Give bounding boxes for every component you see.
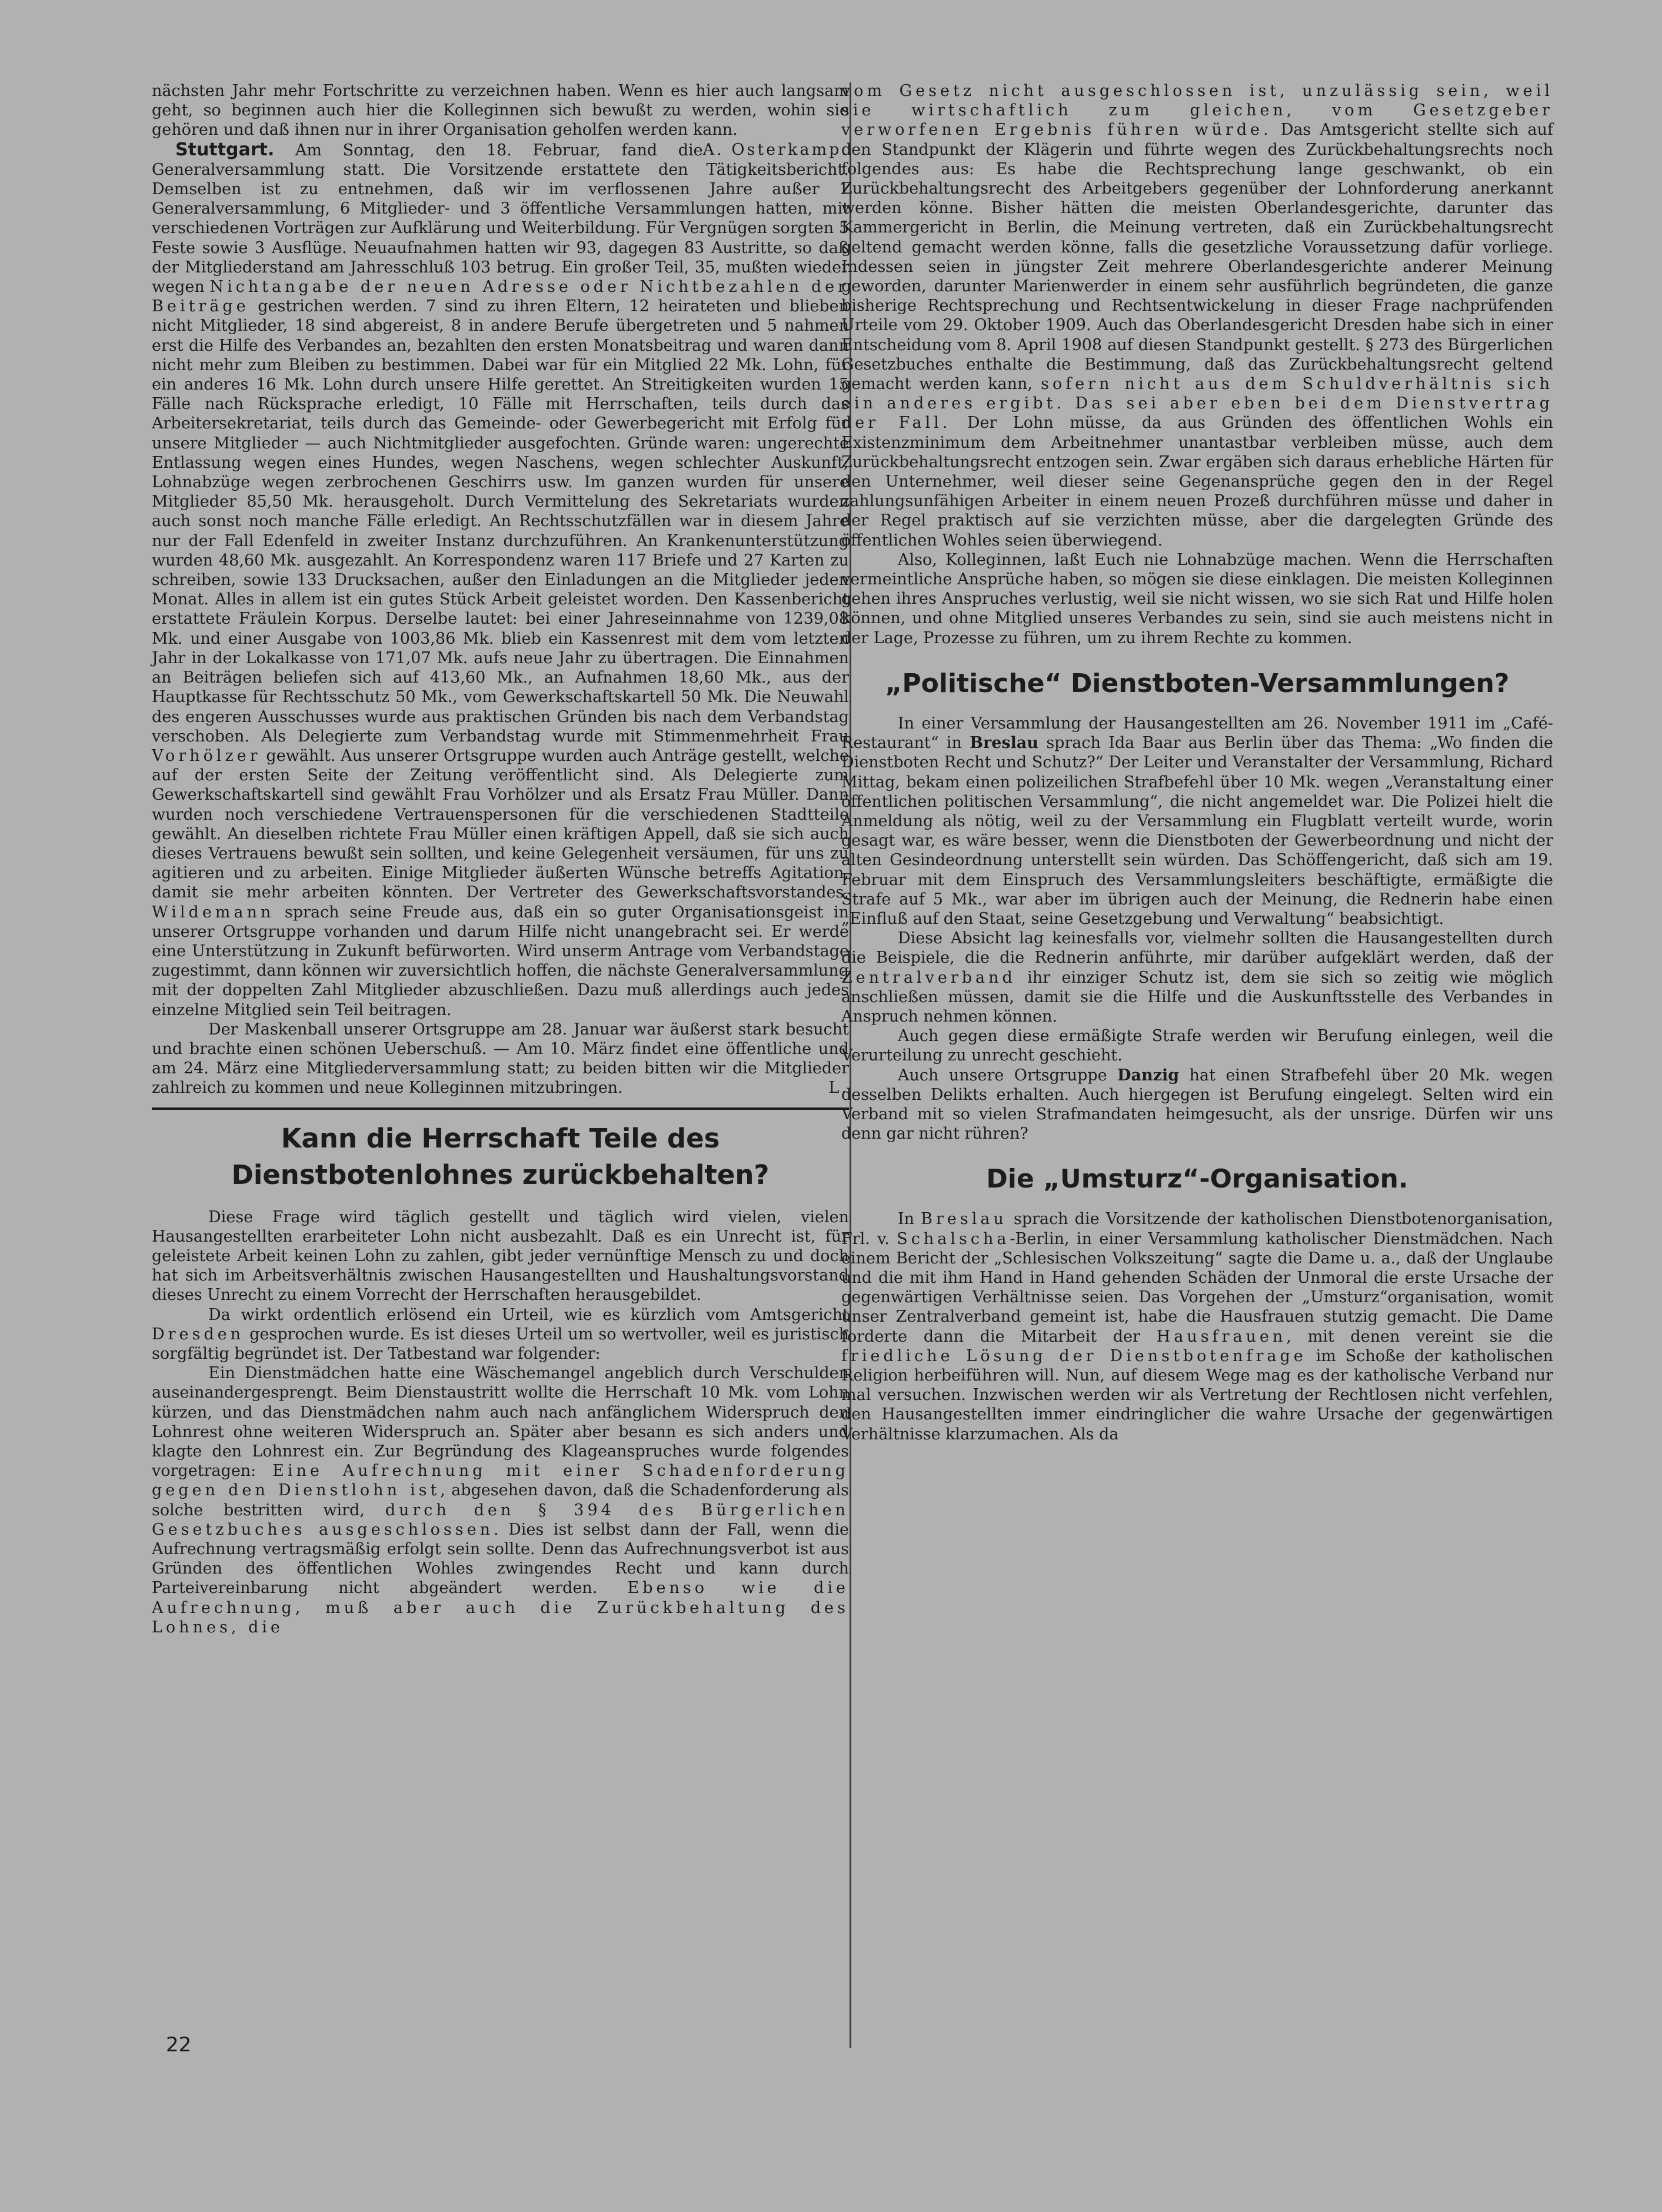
signature-osterkamp: A. Osterkamp. xyxy=(702,140,849,159)
article-lohn-paragraph: Ein Dienstmädchen hatte eine Wäschemangel angeblich durch Verschulden auseinandergesprengt. Beim Dienstaustritt wollte die Herrschaft 10 Mk. vom Lohn kürzen, und das Dienstmädchen nahm auch nach anfänglichem Widerspruch den Lohnrest ohne weiteren Widerspruch an. Später aber besann es sich anders und klagte den Lohnrest ein. Zur Begründung des Klageanspruches wurde folgendes vorgetragen: Eine Aufrechnung mit einer Schadenforderung gegen den Dienstlohn ist, abgesehen davon, daß die Schadenforderung als solche bestritten wird, durch den § 394 des Bürgerlichen Gesetzbuches ausgeschlossen. Dies ist selbst dann der Fall, wenn die Aufrechnung vertragsmäßig erfolgt sein sollte. Denn das Aufrechnungsverbot ist aus Gründen des öffentlichen Wohles zwingendes Recht und kann durch Parteivereinbarung nicht abgeändert werden. Ebenso wie die Aufrechnung, muß aber auch die Zurückbehaltung des Lohnes, die xyxy=(152,1364,850,1636)
right-column xyxy=(841,81,1553,1444)
signature-l: L. xyxy=(828,1079,849,1097)
page-number: 22 xyxy=(166,2033,192,2057)
article-versammlungen-paragraph: Auch unsere Ortsgruppe Danzig hat einen Strafbefehl über 20 Mk. wegen desselben Delikts erhalten. Auch hiergegen ist Berufung eingelegt. Selten wird ein Verband mit so vielen Strafmandaten heimgesucht, als der unsrige. Dürfen wir uns denn gar nicht rühren? xyxy=(841,1066,1553,1143)
stuttgart-maskenball: Der Maskenball unserer Ortsgruppe am 28. Januar war äußerst stark besucht und brachte einen schönen Ueberschuß. — Am 10. März findet eine öffentliche und am 24. März eine Mitgliederversammlung statt; zu beiden bitten wir die Mitglieder zahlreich zu kommen und neue Kolleginnen mitzubringen. L. xyxy=(152,1020,849,1097)
article-lohn-paragraph: Da wirkt ordentlich erlösend ein Urteil, wie es kürzlich vom Amtsgericht Dresden gesprochen wurde. Es ist dieses Urteil um so wertvoller, weil es juristisch sorgfältig begründet ist. Der Tatbestand war folgender: xyxy=(152,1305,849,1363)
article-lohn-continued: vom Gesetz nicht ausgeschlossen ist, unzulässig sein, weil sie wirtschaftlich zum gleichen, vom Gesetzgeber verworfenen Ergebnis führen würde. Das Amtsgericht stellte sich auf den Standpunkt der Klägerin und führte wegen des Zurückbehaltungsrechts noch folgendes aus: Es habe die Rechtsprechung lange geschwankt, ob ein Zurückbehaltungsrecht des Arbeitgebers gegenüber der Lohnforderung anerkannt werden könne. Bisher hätten die meisten Oberlandesgerichte, darunter das Kammergericht in Berlin, die Meinung vertreten, daß ein Zurückbehaltungsrecht geltend gemacht werden könne, falls die gesetzliche Voraussetzung dafür vorliege. Indessen seien in jüngster Zeit mehrere Oberlandesgerichte anderer Meinung geworden, darunter Marienwerder in einem sehr ausführlich begründeten, die ganze bisherige Rechtsprechung und Rechtsentwickelung in dieser Frage nachprüfenden Urteile vom 29. Oktober 1909. Auch das Oberlandesgericht Dresden habe sich in einer Entscheidung vom 8. April 1908 auf diesen Standpunkt gestellt. § 273 des Bürgerlichen Gesetzbuches enthalte die Bestimmung, daß das Zurückbehaltungsrecht geltend gemacht werden kann, sofern nicht aus dem Schuldverhältnis sich ein anderes ergibt. Das sei aber eben bei dem Dienstvertrag der Fall. Der Lohn müsse, da aus Gründen des öffentlichen Wohls ein Existenzminimum dem Arbeitnehmer unantastbar verbleiben müsse, auch dem Zurückbehaltungsrecht entzogen sein. Zwar ergäben sich daraus erhebliche Härten für den Unternehmer, weil dieser seine Gegenansprüche gegen den in der Regel zahlungsunfähigen Arbeiter in einem neuen Prozeß durchführen müsse und daher in der Regel praktisch auf sie verzichten müsse, aber die dargelegten Gründe des öffentlichen Wohles seien überwiegend. xyxy=(841,82,1553,550)
stuttgart-placename: Stuttgart. xyxy=(175,139,275,160)
article-heading-versammlungen: „Politische“ Dienstboten-Versammlungen? xyxy=(885,668,1510,698)
article-versammlungen-paragraph: Diese Absicht lag keinesfalls vor, vielmehr sollten die Hausangestellten durch die Beispiele, die die Rednerin anführte, mir darüber aufgeklärt werden, daß der Zentralverband ihr einziger Schutz ist, dem sie sich so zeitig wie möglich anschließen müssen, damit sie die Hilfe und die Auskunftsstelle des Verbandes in Anspruch nehmen können. xyxy=(841,929,1553,1026)
article-versammlungen-paragraph: In einer Versammlung der Hausangestellten am 26. November 1911 im „Café-Restaurant“ in Breslau sprach Ida Baar aus Berlin über das Thema: „Wo finden die Dienstboten Recht und Schutz?“ Der Leiter und Veranstalter der Versammlung, Richard Mittag, bekam einen polizeilichen Strafbefehl über 10 Mk. wegen „Veranstaltung einer öffentlichen politischen Versammlung“, die nicht angemeldet war. Die Polizei hielt die Anmeldung als nötig, weil zu der Versammlung ein Flugblatt verteilt wurde, worin gesagt war, es wäre besser, wenn die Dienstboten der Gewerbeordnung und nicht der alten Gesindeordnung unterstellt sein würden. Das Schöffengericht, daß sich am 19. Februar mit dem Einspruch des Versammlungsleiters beschäftigte, ermäßigte die Strafe auf 5 Mk., war aber im übrigen auch der Meinung, die Rednerin habe einen „Einfluß auf den Staat, seine Gesetzgebung und Verwaltung“ beabsichtigt. xyxy=(841,714,1553,928)
article-lohn-paragraph: Diese Frage wird täglich gestellt und täglich wird vielen, vielen Hausangestellten erarbeiteter Lohn nicht ausbezahlt. Daß es ein Unrecht ist, für geleistete Arbeit keinen Lohn zu zahlen, gibt jeder vernünftige Mensch zu und doch hat sich im Arbeitsverhältnis zwischen Hausangestellten und Haushaltungsvorstand dieses Unrecht zu einem Vorrecht der Herrschaften herausgebildet. xyxy=(152,1208,849,1305)
osterkamp-report: nächsten Jahr mehr Fortschritte zu verzeichnen haben. Wenn es hier auch langsam geht, so beginnen auch hier die Kolleginnen sich bewußt zu werden, wohin sie gehören und daß ihnen nur in ihrer Organisation geholfen werden kann. A. Osterkamp. xyxy=(152,82,849,159)
article-lohn-conclusion: Also, Kolleginnen, laßt Euch nie Lohnabzüge machen. Wenn die Herrschaften vermeintliche Ansprüche haben, so mögen sie diese einklagen. Die meisten Kolleginnen gehen ihres Anspruches verlustig, weil sie nicht wissen, wo sie sich Rat und Hilfe holen können, und ohne Mitglied unseres Verbandes zu sein, sind sie auch meistens nicht in der Lage, Prozesse zu führen, um zu ihrem Rechte zu kommen. xyxy=(841,550,1553,647)
article-heading-umsturz: Die „Umsturz“-Organisation. xyxy=(986,1164,1408,1195)
article-umsturz-paragraph: In Breslau sprach die Vorsitzende der katholischen Dienstbotenorganisation, Frl. v. Schalscha-Berlin, in einer Versammlung katholischer Dienstmädchen. Nach einem Bericht der „Schlesischen Volkszeitung“ sagte die Dame u. a., daß der Unglaube und die mit ihm Hand in Hand gehenden Schäden der Unmoral die erste Ursache der gegenwärtigen Verhältnisse seien. Das Vorgehen der „Umsturz“organisation, womit unser Zentralverband gemeint ist, habe die Hausfrauen stutzig gemacht. Die Dame forderte dann die Mitarbeit der Hausfrauen, mit denen vereint sie die friedliche Lösung der Dienstbotenfrage im Schoße der katholischen Religion herbeiführen will. Nun, auf diesem Wege mag es der katholische Verband nur mal versuchen. Inzwischen werden wir als Vertretung der Rechtlosen nicht verfehlen, den Hausangestellten immer eindringlicher die wahre Ursache der gegenwärtigen Verhältnisse klarzumachen. Als da xyxy=(841,1210,1553,1443)
left-column xyxy=(152,81,849,1637)
article-versammlungen-paragraph: Auch gegen diese ermäßigte Strafe werden wir Berufung einlegen, weil die Verurteilung zu unrecht geschieht. xyxy=(841,1027,1553,1065)
stuttgart-report: Stuttgart. Am Sonntag, den 18. Februar, fand die Generalversammlung statt. Die Vorsitzende erstattete den Tätigkeitsbericht. Demselben ist zu entnehmen, daß wir im verflossenen Jahre außer 1 Generalversammlung, 6 Mitglieder- und 3 öffentliche Versammlungen hatten, mit verschiedenen Vorträgen zur Aufklärung und Weiterbildung. Für Vergnügen sorgten 5 Feste sowie 3 Ausflüge. Neuaufnahmen hatten wir 93, dagegen 83 Austritte, so daß der Mitgliederstand am Jahresschluß 103 betrug. Ein großer Teil, 35, mußten wieder wegen Nichtangabe der neuen Adresse oder Nichtbezahlen der Beiträge gestrichen werden. 7 sind zu ihren Eltern, 12 heirateten und blieben nicht Mitglieder, 18 sind abgereist, 8 in andere Berufe übergetreten und 5 nahmen erst die Hilfe des Verbandes an, bezahlten den ersten Monatsbeitrag und waren dann nicht mehr zum Bleiben zu bestimmen. Dabei war für ein Mitglied 22 Mk. Lohn, für ein anderes 16 Mk. Lohn durch unsere Hilfe gerettet. An Streitigkeiten wurden 15 Fälle nach Rücksprache erledigt, 10 Fälle mit Herrschaften, teils durch das Arbeitersekretariat, teils durch das Gemeinde- oder Gewerbegericht mit Erfolg für unsere Mitglieder — auch Nichtmitglieder ausgefochten. Gründe waren: ungerechte Entlassung wegen eines Hundes, wegen Naschens, wegen schlechter Auskunft; Lohnabzüge wegen zerbrochenen Geschirrs usw. Im ganzen wurden für unsere Mitglieder 85,50 Mk. herausgeholt. Durch Vermittelung des Sekretariats wurden auch sonst noch manche Fälle erledigt. An Rechtsschutzfällen war in diesem Jahre nur der Fall Edenfeld in zweiter Instanz durchzuführen. An Krankenunterstützung wurden 48,60 Mk. ausgezahlt. An Korrespondenz waren 117 Briefe und 27 Karten zu schreiben, sowie 133 Drucksachen, außer den Einladungen an die Mitglieder jeden Monat. Alles in allem ist ein gutes Stück Arbeit geleistet worden. Den Kassenbericht erstattete Fräulein Korpus. Derselbe lautet: bei einer Jahreseinnahme von 1239,08 Mk. und einer Ausgabe von 1003,86 Mk. blieb ein Kassenrest mit dem vom letzten Jahr in der Lokalkasse von 171,07 Mk. aufs neue Jahr zu übertragen. Die Einnahmen an Beiträgen beliefen sich auf 413,60 Mk., an Aufnahmen 18,60 Mk., aus der Hauptkasse für Rechtsschutz 50 Mk., vom Gewerkschaftskartell 50 Mk. Die Neuwahl des engeren Ausschusses wurde aus praktischen Gründen bis nach dem Verbandstag verschoben. Als Delegierte zum Verbandstag wurde mit Stimmenmehrheit Frau Vorhölzer gewählt. Aus unserer Ortsgruppe wurden auch Anträge gestellt, welche auf der ersten Seite der Zeitung veröffentlicht sind. Als Delegierte zum Gewerkschaftskartell sind gewählt Frau Vorhölzer und als Ersatz Frau Müller. Dann wurden noch verschiedene Vertrauenspersonen für die verschiedenen Stadtteile gewählt. An dieselben richtete Frau Müller einen kräftigen Appell, daß sie sich auch dieses Vertrauens bewußt sein sollten, und keine Gelegenheit versäumen, für uns zu agitieren und zu arbeiten. Einige Mitglieder äußerten Wünsche betreffs Agitation, damit sie mehr arbeiten könnten. Der Vertreter des Gewerkschaftsvorstandes, Wildemann sprach seine Freude aus, daß ein so guter Organisationsgeist in unserer Ortsgruppe vorhanden und darum Hilfe nicht unangebracht sei. Er werde eine Unterstützung in Zukunft befürworten. Wird unserm Antrage vom Verbandstage zugestimmt, dann können wir zuversichtlich hoffen, die nächste Generalversammlung mit der doppelten Zahl Mitglieder abzuschließen. Dazu muß allerdings auch jedes einzelne Mitglied sein Teil beitragen. xyxy=(152,139,849,1019)
section-rule xyxy=(152,1107,849,1110)
article-heading-lohn: Kann die Herrschaft Teile des Dienstbotenlohnes zurückbehalten? xyxy=(231,1122,770,1190)
